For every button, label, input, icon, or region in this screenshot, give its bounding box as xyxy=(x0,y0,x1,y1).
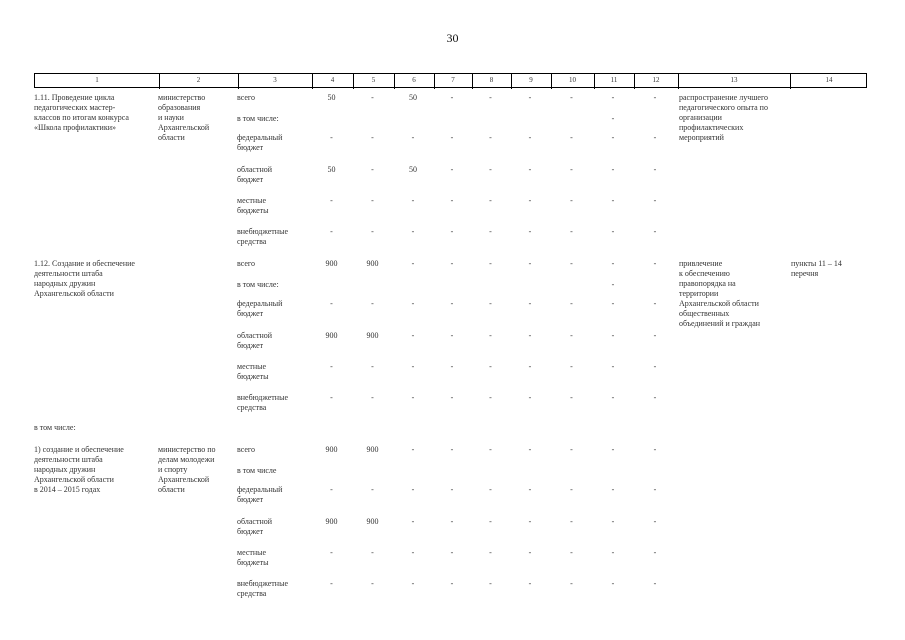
amount-cell: - xyxy=(489,517,492,526)
amount-cell: - xyxy=(570,362,573,371)
header-column-11: 11 xyxy=(610,76,618,84)
amount-cell: - xyxy=(528,299,532,308)
amount-cell: - xyxy=(570,331,573,340)
amount-cell: - xyxy=(653,362,657,371)
amount-cell: 900 xyxy=(366,445,379,454)
funding-source-label: бюджет xyxy=(237,143,264,152)
amount-cell: - xyxy=(330,548,333,557)
activity-name-line: Архангельской области xyxy=(34,475,114,484)
funding-source-label: внебюджетные xyxy=(237,579,288,588)
amount-cell: - xyxy=(570,133,573,142)
amount-cell: - xyxy=(528,259,532,268)
result-line: распространение лучшего xyxy=(679,93,769,102)
funding-source-label: бюджет xyxy=(237,175,264,184)
funding-source-label: местные xyxy=(237,548,267,557)
executor-line: Архангельской xyxy=(158,123,210,132)
activity-name-line: классов по итогам конкурса xyxy=(34,113,129,122)
activity-name-line: «Школа профилактики» xyxy=(34,123,117,132)
amount-cell: - xyxy=(611,280,615,289)
amount-cell: - xyxy=(528,227,532,236)
amount-cell: - xyxy=(570,579,573,588)
amount-cell: 50 xyxy=(327,93,336,102)
amount-cell: - xyxy=(450,517,454,526)
activity-name-line: педагогических мастер- xyxy=(34,103,116,112)
amount-cell: - xyxy=(653,445,657,454)
amount-cell: - xyxy=(371,362,374,371)
amount-cell: - xyxy=(570,299,573,308)
funding-source-label: областной xyxy=(237,517,273,526)
table-header-row xyxy=(34,73,867,88)
amount-cell: - xyxy=(489,227,492,236)
amount-cell: - xyxy=(528,93,532,102)
amount-cell: - xyxy=(528,579,532,588)
amount-cell: - xyxy=(653,517,657,526)
funding-source-label: в том числе: xyxy=(237,114,279,123)
executor-line: образования xyxy=(158,103,201,112)
amount-cell: - xyxy=(450,133,454,142)
activity-name-line: 1.12. Создание и обеспечение xyxy=(34,259,135,268)
amount-cell: - xyxy=(371,485,374,494)
amount-cell: - xyxy=(653,227,657,236)
amount-cell: - xyxy=(411,259,415,268)
amount-cell: - xyxy=(570,517,573,526)
amount-cell: - xyxy=(528,331,532,340)
amount-cell: - xyxy=(528,196,532,205)
amount-cell: - xyxy=(528,133,532,142)
funding-source-label: бюджет xyxy=(237,309,264,318)
amount-cell: - xyxy=(570,93,573,102)
header-column-10: 10 xyxy=(569,76,576,84)
amount-cell: - xyxy=(653,393,657,402)
amount-cell: 900 xyxy=(325,445,338,454)
amount-cell: - xyxy=(611,579,615,588)
amount-cell: - xyxy=(528,548,532,557)
executor-line: и науки xyxy=(158,113,184,122)
amount-cell: - xyxy=(489,93,492,102)
amount-cell: - xyxy=(450,196,454,205)
amount-cell: - xyxy=(330,362,333,371)
amount-cell: 900 xyxy=(366,331,379,340)
executor-line: министерство xyxy=(158,93,206,102)
activity-name-line: 1) создание и обеспечение xyxy=(34,445,124,454)
amount-cell: - xyxy=(653,196,657,205)
amount-cell: - xyxy=(489,548,492,557)
header-column-8: 8 xyxy=(489,76,494,84)
amount-cell: - xyxy=(653,133,657,142)
amount-cell: - xyxy=(450,362,454,371)
funding-source-label: всего xyxy=(237,93,256,102)
header-column-13: 13 xyxy=(730,76,738,84)
header-column-4: 4 xyxy=(330,76,335,84)
result-line: Архангельской области xyxy=(679,299,759,308)
amount-cell: - xyxy=(570,485,573,494)
result-line: к обеспечению xyxy=(679,269,730,278)
amount-cell: - xyxy=(330,393,333,402)
activity-name-line: 1.11. Проведение цикла xyxy=(34,93,115,102)
amount-cell: 50 xyxy=(409,165,417,174)
amount-cell: - xyxy=(489,331,492,340)
amount-cell: - xyxy=(653,331,657,340)
amount-cell: - xyxy=(450,165,454,174)
amount-cell: - xyxy=(371,579,374,588)
funding-source-label: средства xyxy=(237,403,267,412)
amount-cell: - xyxy=(653,548,657,557)
funding-source-label: всего xyxy=(237,445,256,454)
amount-cell: - xyxy=(411,485,415,494)
amount-cell: - xyxy=(653,299,657,308)
amount-cell: - xyxy=(330,227,333,236)
amount-cell: - xyxy=(371,133,374,142)
amount-cell: - xyxy=(611,445,615,454)
funding-source-label: областной xyxy=(237,331,273,340)
amount-cell: - xyxy=(611,259,615,268)
header-column-2: 2 xyxy=(196,76,201,84)
amount-cell: - xyxy=(411,133,415,142)
amount-cell: - xyxy=(570,259,573,268)
amount-cell: - xyxy=(411,331,415,340)
budget-table xyxy=(34,73,867,613)
amount-cell: - xyxy=(450,485,454,494)
amount-cell: - xyxy=(489,445,492,454)
funding-source-label: внебюджетные xyxy=(237,227,288,236)
executor-line: области xyxy=(158,133,185,142)
amount-cell: - xyxy=(411,362,415,371)
amount-cell: 900 xyxy=(366,259,379,268)
result-line: территории xyxy=(679,289,719,298)
header-column-5: 5 xyxy=(371,76,376,84)
amount-cell: - xyxy=(611,133,615,142)
result-line: профилактических xyxy=(679,123,744,132)
amount-cell: - xyxy=(371,227,374,236)
amount-cell: - xyxy=(653,579,657,588)
amount-cell: - xyxy=(411,579,415,588)
points-line: перечня xyxy=(791,269,819,278)
amount-cell: - xyxy=(611,114,615,123)
amount-cell: - xyxy=(489,133,492,142)
amount-cell: - xyxy=(411,299,415,308)
result-line: организации xyxy=(679,113,722,122)
funding-source-label: федеральный xyxy=(237,133,283,142)
funding-source-label: бюджеты xyxy=(237,206,269,215)
funding-source-label: бюджет xyxy=(237,527,264,536)
amount-cell: - xyxy=(371,165,374,174)
result-line: правопорядка на xyxy=(679,279,736,288)
amount-cell: - xyxy=(411,445,415,454)
amount-cell: - xyxy=(371,93,374,102)
amount-cell: - xyxy=(570,445,573,454)
result-line: привлечение xyxy=(679,259,723,268)
amount-cell: - xyxy=(611,299,615,308)
amount-cell: - xyxy=(450,445,454,454)
amount-cell: - xyxy=(570,227,573,236)
activity-name-line: в 2014 – 2015 годах xyxy=(34,485,101,494)
activity-name-line: деятельности штаба xyxy=(34,455,103,464)
amount-cell: - xyxy=(450,331,454,340)
amount-cell: 50 xyxy=(327,165,336,174)
funding-source-label: федеральный xyxy=(237,485,283,494)
amount-cell: - xyxy=(653,259,657,268)
amount-cell: - xyxy=(411,227,415,236)
result-line: объединений и граждан xyxy=(679,319,761,328)
amount-cell: 900 xyxy=(366,517,379,526)
amount-cell: - xyxy=(371,393,374,402)
header-column-12: 12 xyxy=(652,76,660,84)
header-column-9: 9 xyxy=(529,76,533,84)
funding-source-label: местные xyxy=(237,196,267,205)
amount-cell: - xyxy=(528,445,532,454)
amount-cell: - xyxy=(489,196,492,205)
amount-cell: - xyxy=(450,299,454,308)
amount-cell: - xyxy=(570,196,573,205)
amount-cell: - xyxy=(489,579,492,588)
amount-cell: - xyxy=(371,299,374,308)
amount-cell: 50 xyxy=(409,93,417,102)
executor-line: делам молодежи xyxy=(158,455,215,464)
header-column-6: 6 xyxy=(412,76,416,84)
amount-cell: - xyxy=(528,485,532,494)
funding-source-label: средства xyxy=(237,589,267,598)
amount-cell: - xyxy=(528,165,532,174)
amount-cell: - xyxy=(330,196,333,205)
funding-source-label: бюджет xyxy=(237,495,264,504)
funding-source-label: средства xyxy=(237,237,267,246)
funding-source-label: областной xyxy=(237,165,273,174)
funding-source-label: местные xyxy=(237,362,267,371)
funding-source-label: всего xyxy=(237,259,256,268)
amount-cell: - xyxy=(570,393,573,402)
activity-name-line: народных дружин xyxy=(34,279,96,288)
amount-cell: - xyxy=(330,299,333,308)
amount-cell: - xyxy=(489,165,492,174)
amount-cell: - xyxy=(528,517,532,526)
executor-line: министерство по xyxy=(158,445,216,454)
amount-cell: - xyxy=(371,196,374,205)
amount-cell: - xyxy=(570,548,573,557)
amount-cell: - xyxy=(611,517,615,526)
funding-source-label: в том числе xyxy=(237,466,277,475)
amount-cell: - xyxy=(611,165,615,174)
header-column-1: 1 xyxy=(95,76,99,84)
amount-cell: - xyxy=(450,259,454,268)
funding-source-label: бюджет xyxy=(237,341,264,350)
amount-cell: - xyxy=(489,299,492,308)
amount-cell: - xyxy=(450,227,454,236)
amount-cell: - xyxy=(653,93,657,102)
amount-cell: - xyxy=(489,259,492,268)
amount-cell: - xyxy=(611,196,615,205)
activity-name-line: Архангельской области xyxy=(34,289,114,298)
executor-line: области xyxy=(158,485,185,494)
amount-cell: - xyxy=(489,393,492,402)
executor-line: Архангельской xyxy=(158,475,210,484)
subsection-label: в том числе: xyxy=(34,423,76,432)
amount-cell: - xyxy=(611,227,615,236)
funding-source-label: бюджеты xyxy=(237,372,269,381)
amount-cell: - xyxy=(411,393,415,402)
amount-cell: - xyxy=(611,393,615,402)
result-line: мероприятий xyxy=(679,133,724,142)
result-line: общественных xyxy=(679,309,730,318)
header-column-14: 14 xyxy=(825,76,833,84)
amount-cell: 900 xyxy=(325,259,338,268)
header-column-7: 7 xyxy=(451,76,455,84)
amount-cell: - xyxy=(450,393,454,402)
amount-cell: - xyxy=(411,196,415,205)
amount-cell: - xyxy=(450,579,454,588)
header-column-3: 3 xyxy=(273,76,277,84)
funding-source-label: бюджеты xyxy=(237,558,269,567)
amount-cell: - xyxy=(653,165,657,174)
amount-cell: - xyxy=(450,93,454,102)
points-line: пункты 11 – 14 xyxy=(791,259,842,268)
amount-cell: - xyxy=(611,548,615,557)
amount-cell: 900 xyxy=(325,331,338,340)
page-number: 30 xyxy=(446,31,459,45)
executor-line: и спорту xyxy=(158,465,188,474)
result-line: педагогического опыта по xyxy=(679,103,768,112)
amount-cell: - xyxy=(411,517,415,526)
amount-cell: - xyxy=(411,548,415,557)
activity-name-line: деятельности штаба xyxy=(34,269,103,278)
activity-name-line: народных дружин xyxy=(34,465,96,474)
amount-cell: 900 xyxy=(325,517,338,526)
amount-cell: - xyxy=(611,331,615,340)
funding-source-label: федеральный xyxy=(237,299,283,308)
amount-cell: - xyxy=(489,362,492,371)
amount-cell: - xyxy=(371,548,374,557)
amount-cell: - xyxy=(330,133,333,142)
amount-cell: - xyxy=(489,485,492,494)
amount-cell: - xyxy=(450,548,454,557)
amount-cell: - xyxy=(653,485,657,494)
funding-source-label: в том числе: xyxy=(237,280,279,289)
amount-cell: - xyxy=(611,93,615,102)
amount-cell: - xyxy=(611,485,615,494)
amount-cell: - xyxy=(570,165,573,174)
amount-cell: - xyxy=(330,485,333,494)
amount-cell: - xyxy=(528,393,532,402)
amount-cell: - xyxy=(611,362,615,371)
funding-source-label: внебюджетные xyxy=(237,393,288,402)
amount-cell: - xyxy=(330,579,333,588)
amount-cell: - xyxy=(528,362,532,371)
